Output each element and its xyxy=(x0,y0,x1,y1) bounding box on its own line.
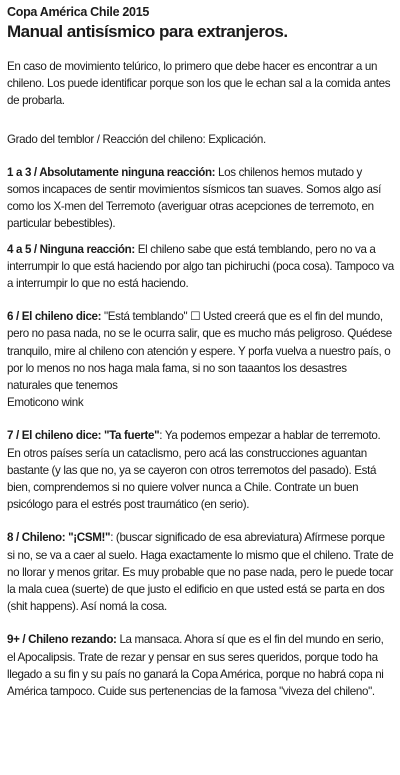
entry-lead: 6 / El chileno dice: xyxy=(7,310,102,324)
entry-grade-7 xyxy=(7,427,394,513)
entry-lead: 7 / El chileno dice: "Ta fuerte" xyxy=(7,429,160,443)
legend-line: Grado del temblor / Reacción del chileno: Explicación. xyxy=(7,132,266,146)
entry-text: El chileno sabe que está temblando, pero no va a interrumpir lo que está haciendo por algo tan pichiruchi (poca cosa). Tampoco va a interrumpir lo que no está haciendo. xyxy=(7,242,394,291)
entry-text: : (buscar significado de esa abreviatura) Afírmese porque si no, se va a caer al suelo. Haga exactamente lo mismo que el chileno. Trate de no llorar y menos gritar. Es muy probable que no pase nada, pero le puede tocar la mala cuea (suerte) de que justo el edificio en que usted está se parta en dos (shit happens). Así nomá la cosa. xyxy=(7,531,394,614)
entry-text: La mansaca. Ahora sí que es el fin del mundo en serio, el Apocalipsis. Trate de rezar y pensar en sus seres queridos, porque todo ha llegado a su fin y su país no ganará la Copa América, porque no habrá copa ni América tampoco. Cuide sus pertenencias de la famosa "viveza del chileno". xyxy=(7,633,384,699)
entry-text: : Ya podemos empezar a hablar de terremoto. En otros países sería un cataclismo, pero acá las construcciones aguantan bastante (y las que no, ya se cayeron con otros terremotos del pasado). Está bien, comprendemos si no quiere volver nunca a Chile. Contrate un buen psicólogo para el estrés post traumático (en serio). xyxy=(7,429,381,512)
entry-grade-6 xyxy=(7,308,394,394)
entry-text: "Está temblando" ☐ Usted creerá que es el fin del mundo, pero no pasa nada, no se le ocurra salir, que es mucho más peligroso. Quédese tranquilo, mire al chileno con atención y espere. Y porfa vuelva a nuestro país, o por lo menos no nos haga mala fama, si no son taaantos los desastres naturales que tenemos xyxy=(7,310,392,393)
page-title: Manual antisísmico para extranjeros. xyxy=(7,22,288,41)
entry-grade-1-3 xyxy=(7,164,394,233)
entry-grade-4-5 xyxy=(7,241,394,293)
entry-extra-line: Emoticono wink xyxy=(7,396,84,410)
entry-lead: 1 a 3 / Absolutamente ninguna reacción: xyxy=(7,165,216,179)
header-eyebrow: Copa América Chile 2015 xyxy=(7,5,150,19)
entry-lead: 4 a 5 / Ninguna reacción: xyxy=(7,242,135,256)
entry-grade-9 xyxy=(7,631,394,700)
entry-text: Los chilenos hemos mutado y somos incapaces de sentir movimientos sísmicos tan suaves. Somos algo así como los X-men del Terremoto (averiguar otras acepciones de terremoto, en particular bebestibles). xyxy=(7,165,381,231)
intro-paragraph: En caso de movimiento telúrico, lo primero que debe hacer es encontrar a un chileno. Los puede identificar porque son los que le echan sal a la comida antes de probarla. xyxy=(7,60,391,108)
entry-lead: 9+ / Chileno rezando: xyxy=(7,633,117,647)
entry-lead: 8 / Chileno: "¡CSM!" xyxy=(7,531,111,545)
entry-grade-8 xyxy=(7,529,394,615)
